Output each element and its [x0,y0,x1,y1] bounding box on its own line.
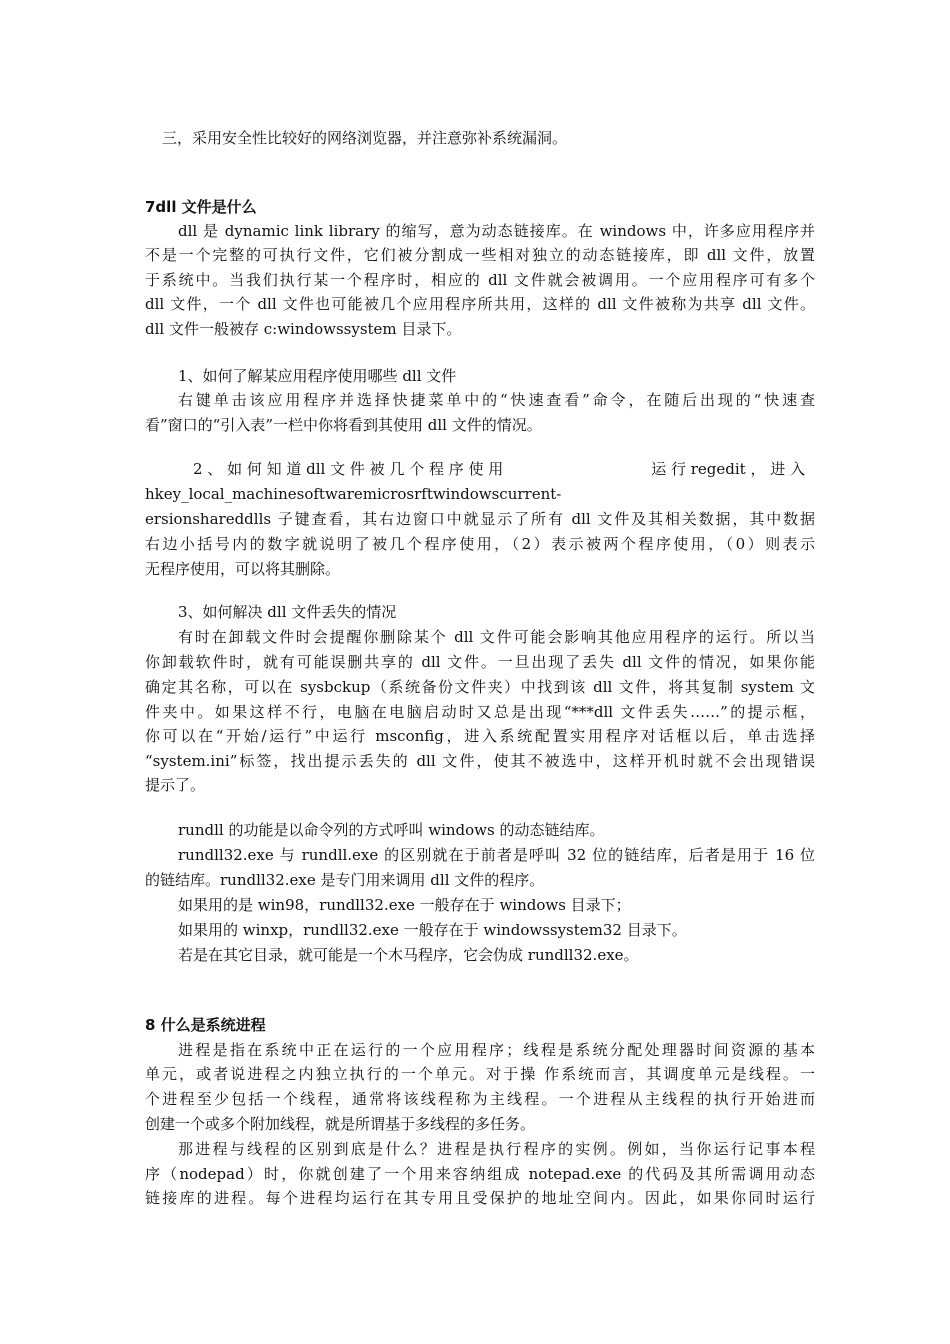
paragraph-line: 单元，或者说进程之内独立执行的一个单元。对于操 作系统而言，其调度单元是线程。一 [145,1065,815,1083]
paragraph-line: 那进程与线程的区别到底是什么？进程是执行程序的实例。例如，当你运行记事本程 [178,1140,815,1158]
paragraph-line: 你可以在“开始/运行”中运行 msconfig，进入系统配置实用程序对话框以后，单击选择 [145,727,815,745]
paragraph-line: 你卸载软件时，就有可能误删共享的 dll 文件。一旦出现了丢失 dll 文件的情况，如果你能 [145,653,815,671]
section-heading-8: 8 什么是系统进程 [145,1016,266,1034]
subheading-line: 1、如何了解某应用程序使用哪些 dll 文件 [178,367,457,385]
paragraph-line: 有时在卸载文件时会提醒你删除某个 dll 文件可能会影响其他应用程序的运行。所以当 [178,628,815,646]
subheading-part-a: 2 、 如 何 知 道 dll 文 件 被 几 个 程 序 使 用 [193,460,504,478]
paragraph-line: 右键单击该应用程序并选择快捷菜单中的“快速查看”命令，在随后出现的“快速查 [178,391,815,409]
paragraph-line: 三，采用安全性比较好的网络浏览器，并注意弥补系统漏洞。 [162,129,568,147]
paragraph-line: rundll32.exe 与 rundll.exe 的区别就在于前者是呼叫 32 位的链结库，后者是用于 16 位 [178,846,815,864]
subheading-line: 3、如何解决 dll 文件丢失的情况 [178,603,397,621]
paragraph-line: 如果用的是 win98，rundll32.exe 一般存在于 windows 目录下； [178,896,631,914]
paragraph-line: 进程是指在系统中正在运行的一个应用程序；线程是系统分配处理器时间资源的基本 [178,1041,815,1059]
paragraph-line: “system.ini”标签，找出提示丢失的 dll 文件，使其不被选中，这样开机时就不会出现错误 [145,752,815,770]
paragraph-line: dll 是 dynamic link library 的缩写，意为动态链接库。在 windows 中，许多应用程序并 [178,222,815,240]
section-heading-7: 7dll 文件是什么 [145,198,257,216]
paragraph-line: 提示了。 [145,776,206,794]
paragraph-line: 序（nodepad）时，你就创建了一个用来容纳组成 notepad.exe 的代码及其所需调用动态 [145,1165,815,1183]
paragraph-line: 如果用的 winxp，rundll32.exe 一般存在于 windowssystem32 目录下。 [178,921,687,939]
paragraph-line: 无程序使用，可以将其删除。 [145,560,341,578]
paragraph-line: 件夹中。如果这样不行，电脑在电脑启动时又总是出现“***dll 文件丢失……”的提示框， [145,703,815,721]
paragraph-line: 创建一个或多个附加线程，就是所谓基于多线程的多任务。 [145,1115,536,1133]
paragraph-line: hkey_local_machinesoftwaremicrosrftwindowscurrent- [145,485,562,503]
paragraph-line: ersionshareddlls 子键查看，其右边窗口中就显示了所有 dll 文件及其相关数据，其中数据 [145,510,815,528]
paragraph-line: 的链结库。rundll32.exe 是专门用来调用 dll 文件的程序。 [145,871,545,889]
paragraph-line: 右边小括号内的数字就说明了被几个程序使用，（2）表示被两个程序使用，（0）则表示 [145,535,815,553]
paragraph-line: 不是一个完整的可执行文件，它们被分割成一些相对独立的动态链接库，即 dll 文件，放置 [145,246,815,264]
paragraph-line: 若是在其它目录，就可能是一个木马程序，它会伪成 rundll32.exe。 [178,946,639,964]
paragraph-line: 确定其名称，可以在 sysbckup（系统备份文件夹）中找到该 dll 文件，将其复制 system 文 [145,678,815,696]
paragraph-line: 看”窗口的“引入表”一栏中你将看到其使用 dll 文件的情况。 [145,416,542,434]
paragraph-line: dll 文件，一个 dll 文件也可能被几个应用程序所共用，这样的 dll 文件被称为共享 dll 文件。 [145,295,815,313]
paragraph-line: 个进程至少包括一个线程，通常将该线程称为主线程。一个进程从主线程的执行开始进而 [145,1090,815,1108]
subheading-line-spread [193,457,805,481]
paragraph-line: 链接库的进程。每个进程均运行在其专用且受保护的地址空间内。因此，如果你同时运行 [145,1189,815,1207]
paragraph-line: 于系统中。当我们执行某一个程序时，相应的 dll 文件就会被调用。一个应用程序可有多个 [145,271,815,289]
paragraph-line: rundll 的功能是以命令列的方式呼叫 windows 的动态链结库。 [178,821,605,839]
paragraph-line: dll 文件一般被存 c:windowssystem 目录下。 [145,320,462,338]
subheading-part-b: 运 行 regedit ， 进 入 [651,460,805,478]
